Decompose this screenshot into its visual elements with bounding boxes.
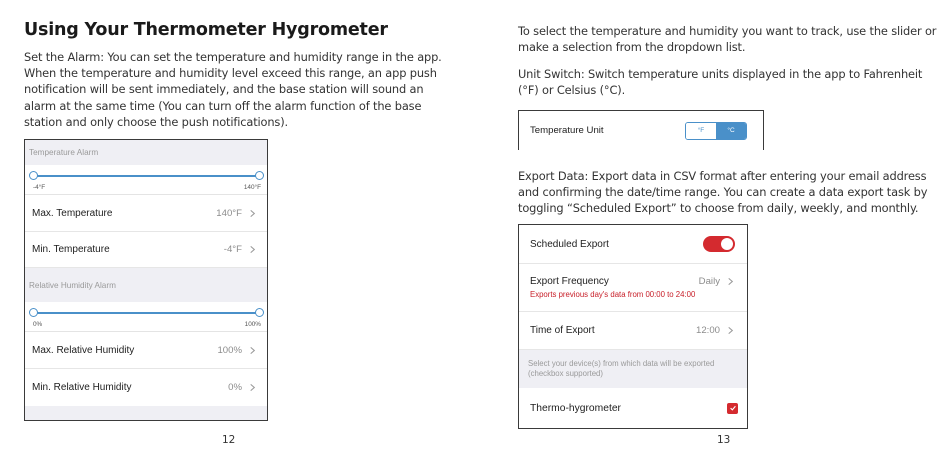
unit-line: Unit Switch: Switch temperature units displayed in the app to Fahrenheit (518, 67, 923, 81)
export-line: toggling “Scheduled Export” to choose from daily, weekly, and monthly. (518, 201, 919, 216)
device-hint-line: (checkbox supported) (528, 369, 603, 378)
max-humidity-value: 100% (217, 344, 242, 356)
slider-low-handle[interactable] (29, 308, 38, 317)
min-humidity-label: Min. Relative Humidity (32, 382, 132, 393)
time-of-export-value: 12:00 (695, 325, 720, 336)
chevron-right-icon (248, 209, 257, 218)
unit-line: (°F) or Celsius (°C). (518, 83, 626, 98)
unit-paragraph (518, 66, 948, 98)
export-frequency-value: Daily (698, 276, 720, 287)
unit-toggle[interactable] (685, 122, 747, 140)
slider-low-handle[interactable] (29, 171, 38, 180)
slider-high-handle[interactable] (255, 308, 264, 317)
min-temperature-value: -4°F (223, 244, 242, 255)
device-checkbox[interactable] (727, 403, 738, 414)
select-paragraph (518, 23, 948, 55)
export-line: and confirming the date/time range. You can create a data export task by (518, 185, 928, 200)
temperature-unit-label: Temperature Unit (530, 125, 604, 136)
slider-track (33, 312, 259, 314)
slider-max-label: 100% (244, 321, 261, 328)
slider-min-label: -4°F (33, 184, 46, 191)
max-temperature-label: Max. Temperature (32, 207, 113, 219)
alarm-line: station and only choose the push notifications). (24, 114, 288, 129)
min-temperature-row[interactable] (25, 232, 267, 268)
chevron-right-icon (726, 326, 735, 335)
scheduled-export-switch[interactable] (703, 236, 735, 252)
alarm-line: When the temperature and humidity level exceed this range, an app push (24, 66, 437, 81)
slider-high-handle[interactable] (255, 171, 264, 180)
export-data-screen (518, 224, 748, 429)
max-temperature-value: 140°F (216, 207, 242, 219)
max-temperature-row[interactable] (25, 195, 267, 232)
chevron-right-icon (248, 346, 257, 355)
scheduled-export-label: Scheduled Export (530, 238, 609, 250)
page-number: 13 (717, 434, 731, 446)
page-number: 12 (222, 434, 236, 446)
humidity-alarm-header: Relative Humidity Alarm (25, 268, 267, 302)
slider-track (33, 175, 259, 177)
scheduled-export-row (519, 225, 747, 264)
chevron-right-icon (248, 245, 257, 254)
temperature-alarm-header: Temperature Alarm (25, 140, 267, 165)
alarm-paragraph (24, 49, 464, 130)
alarm-settings-screen (24, 139, 268, 421)
screen-footer-gap (25, 406, 267, 421)
device-selection-hint (519, 350, 747, 388)
device-name: Thermo-hygrometer (530, 402, 621, 414)
temperature-unit-screen (518, 110, 764, 150)
right-page (475, 0, 950, 455)
page-heading: Using Your Thermometer Hygrometer (24, 20, 388, 40)
select-line: make a selection from the dropdown list. (518, 40, 746, 55)
fahrenheit-option[interactable]: °F (686, 123, 716, 139)
slider-max-label: 140°F (243, 184, 261, 191)
min-humidity-row[interactable] (25, 369, 267, 406)
export-frequency-note: Exports previous day's data from 00:00 to 24:00 (530, 290, 696, 299)
humidity-range-slider[interactable] (25, 302, 267, 332)
export-frequency-label: Export Frequency (530, 276, 609, 287)
alarm-line: Set the Alarm: You can set the temperature and humidity range in the app. (24, 50, 442, 64)
time-of-export-row[interactable] (519, 312, 747, 350)
time-of-export-label: Time of Export (530, 325, 595, 336)
chevron-right-icon (726, 277, 735, 286)
device-row[interactable] (519, 388, 747, 428)
slider-min-label: 0% (33, 321, 43, 328)
export-frequency-text (530, 276, 695, 299)
min-humidity-value: 0% (228, 382, 242, 393)
export-paragraph (518, 168, 948, 217)
export-frequency-row[interactable] (519, 264, 747, 312)
temperature-unit-row (519, 111, 763, 150)
select-line: To select the temperature and humidity you want to track, use the slider or (518, 24, 937, 38)
checkmark-icon (729, 404, 737, 412)
max-humidity-row[interactable] (25, 332, 267, 369)
device-hint-line: Select your device(s) from which data will be exported (528, 359, 715, 368)
switch-knob (721, 238, 733, 250)
min-temperature-label: Min. Temperature (32, 244, 110, 255)
alarm-line: notification will be sent immediately, and the base station will sound an (24, 82, 424, 97)
chevron-right-icon (248, 383, 257, 392)
temperature-range-slider[interactable] (25, 165, 267, 195)
alarm-line: alarm at the same time (You can turn off the alarm function of the base (24, 98, 422, 113)
export-line: Export Data: Export data in CSV format after entering your email address (518, 169, 927, 183)
celsius-option[interactable]: °C (716, 123, 746, 139)
max-humidity-label: Max. Relative Humidity (32, 344, 135, 356)
